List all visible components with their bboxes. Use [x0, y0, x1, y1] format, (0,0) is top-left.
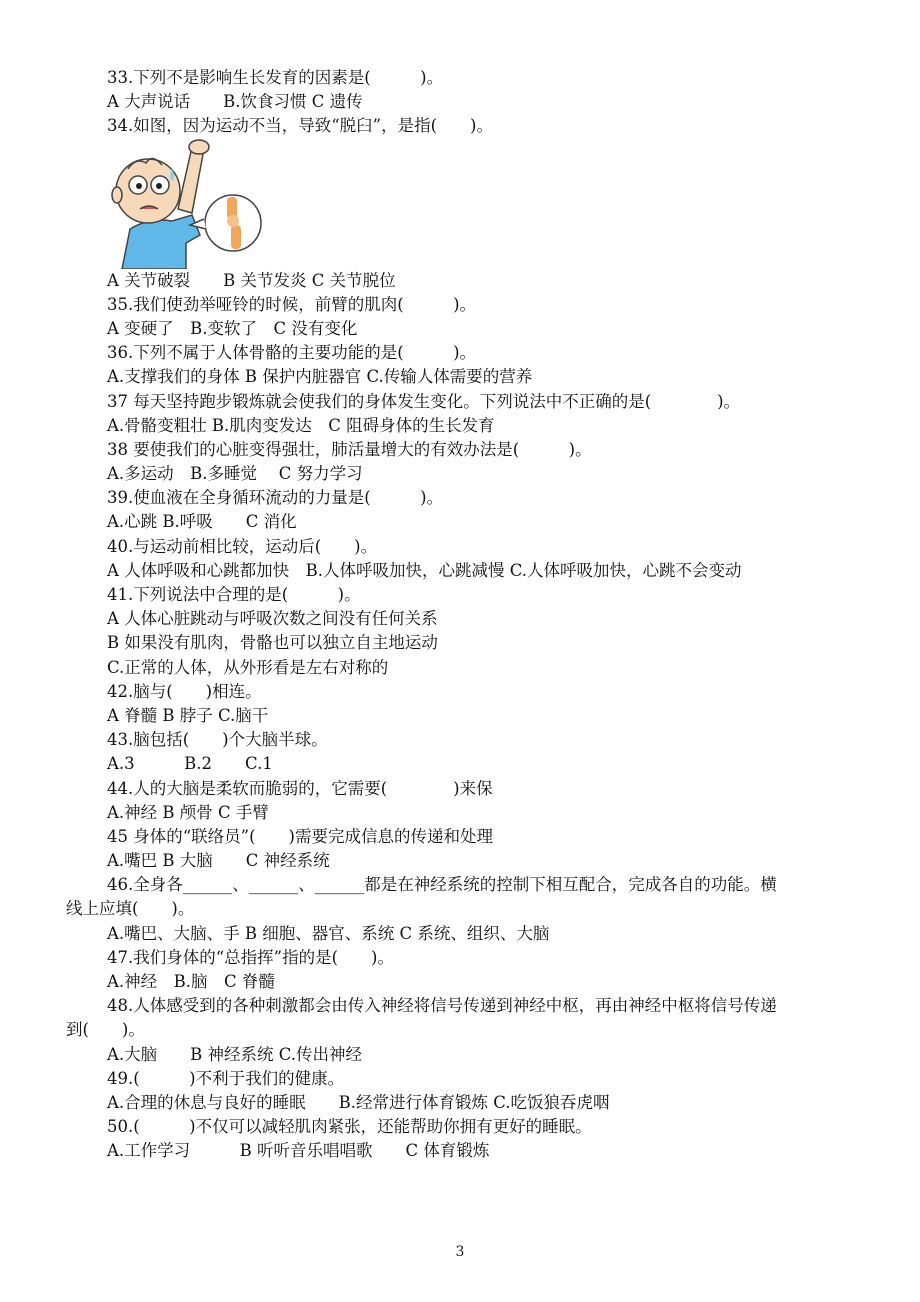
question-47: 47.我们身体的“总指挥”指的是( )。: [107, 947, 394, 967]
options-33: A 大声说话 B.饮食习惯 C 遗传: [107, 92, 363, 112]
options-43: A.3 B.2 C.1: [107, 754, 273, 774]
question-42: 42.脑与( )相连。: [107, 681, 262, 701]
options-34: A 关节破裂 B 关节发炎 C 关节脱位: [107, 270, 396, 290]
options-50: A.工作学习 B 听听音乐唱唱歌 C 体育锻炼: [107, 1141, 490, 1161]
question-43: 43.脑包括( )个大脑半球。: [107, 730, 328, 750]
question-46-cont: 线上应填( )。: [66, 899, 195, 919]
options-46: A.嘴巴、大脑、手 B 细胞、器官、系统 C 系统、组织、大脑: [107, 923, 550, 943]
options-45: A.嘴巴 B 大脑 C 神经系统: [107, 851, 330, 871]
options-44: A.神经 B 颅骨 C 手臂: [107, 802, 269, 822]
question-37: 37 每天坚持跑步锻炼就会使我们的身体发生变化。下列说法中不正确的是( )。: [107, 391, 741, 411]
question-45: 45 身体的“联络员”( )需要完成信息的传递和处理: [107, 826, 493, 846]
options-49: A.合理的休息与良好的睡眠 B.经常进行体育锻炼 C.吃饭狼吞虎咽: [107, 1092, 610, 1112]
dislocation-illustration: [0, 139, 920, 269]
option-41a: A 人体心脏跳动与呼吸次数之间没有任何关系: [107, 609, 438, 629]
options-47: A.神经 B.脑 C 脊髓: [107, 972, 275, 991]
question-39: 39.使血液在全身循环流动的力量是( )。: [107, 488, 444, 508]
question-35: 35.我们使劲举哑铃的时候，前臂的肌肉( )。: [107, 294, 477, 314]
question-list: [0, 66, 920, 1164]
boy-dislocated-shoulder-image: [100, 139, 270, 269]
options-39: A.心跳 B.呼吸 C 消化: [107, 512, 297, 532]
question-40: 40.与运动前相比较，运动后( )。: [107, 536, 378, 556]
question-48: 48.人体感受到的各种刺激都会由传入神经将信号传递到神经中枢，再由神经中枢将信号传递: [107, 996, 777, 1016]
page-number: 3: [455, 1244, 465, 1260]
question-50: 50.( )不仅可以减轻肌肉紧张，还能帮助你拥有更好的睡眠。: [107, 1117, 592, 1137]
options-37: A.骨骼变粗壮 B.肌肉变发达 C 阻碍身体的生长发育: [107, 415, 495, 435]
question-34: 34.如图，因为运动不当，导致“脱臼”，是指( )。: [107, 116, 493, 136]
options-36: A.支撑我们的身体 B 保护内脏器官 C.传输人体需要的营养: [107, 367, 533, 387]
option-41c: C.正常的人体，从外形看是左右对称的: [107, 657, 389, 677]
question-46: 46.全身各______、______、______都是在神经系统的控制下相互配合，完成各自的功能。横: [107, 875, 777, 895]
question-44: 44.人的大脑是柔软而脆弱的，它需要( )来保: [107, 778, 493, 798]
options-40: A 人体呼吸和心跳都加快 B.人体呼吸加快，心跳减慢 C.人体呼吸加快，心跳不会变动: [107, 560, 742, 580]
options-42: A 脊髓 B 脖子 C.脑干: [107, 705, 269, 725]
question-36: 36.下列不属于人体骨骼的主要功能的是( )。: [107, 343, 477, 363]
question-49: 49.( )不利于我们的健康。: [107, 1068, 345, 1088]
question-38: 38 要使我们的心脏变得强壮，肺活量增大的有效办法是( )。: [107, 439, 592, 459]
options-48: A.大脑 B 神经系统 C.传出神经: [107, 1044, 363, 1064]
question-33: 33.下列不是影响生长发育的因素是( )。: [107, 68, 444, 87]
options-38: A.多运动 B.多睡觉 C 努力学习: [107, 464, 363, 484]
options-35: A 变硬了 B.变软了 C 没有变化: [107, 318, 358, 338]
option-41b: B 如果没有肌肉，骨骼也可以独立自主地运动: [107, 633, 438, 653]
question-48-cont: 到( )。: [66, 1020, 145, 1040]
question-41: 41.下列说法中合理的是( )。: [107, 585, 361, 604]
